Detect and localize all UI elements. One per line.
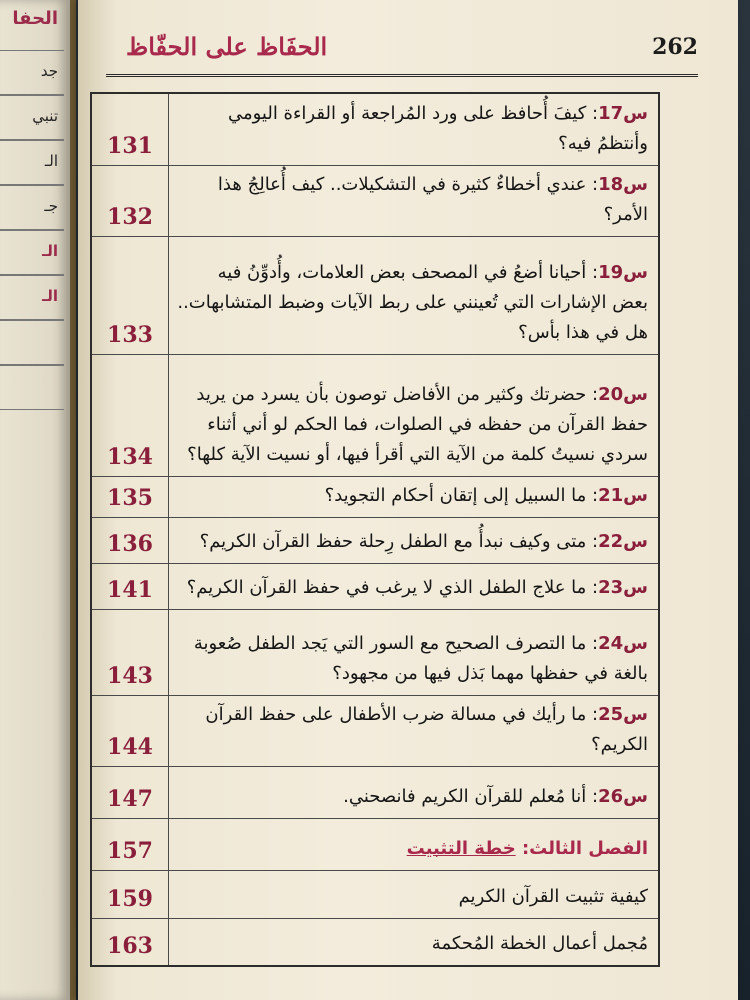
facing-page-header: الحفا: [12, 8, 58, 29]
question-text: : حضرتك وكثير من الأفاضل توصون بأن يسرد من يريد حفظ القرآن من حفظه في الصلوات، فما الحكم لو أني أثناء سردي نسيتُ كلمة من الآية التي أقرأ فيها، أو نسيت الآية كلها؟: [187, 383, 648, 465]
toc-row: [91, 766, 659, 818]
question-label: س22: [598, 530, 648, 552]
facing-row: جد: [0, 50, 64, 95]
toc-entry: [169, 918, 660, 966]
facing-row: [0, 365, 64, 410]
question-label: س17: [598, 102, 648, 124]
toc-entry: [169, 563, 660, 609]
facing-page-edge: [0, 0, 76, 1000]
toc-entry: [169, 695, 660, 766]
toc-page-number: 136: [91, 517, 169, 563]
toc-entry: [169, 165, 660, 236]
toc-entry: [169, 609, 660, 695]
question-label: س18: [598, 173, 648, 195]
facing-row: الـ: [0, 140, 64, 185]
question-label: س19: [598, 261, 648, 283]
toc-entry: [169, 766, 660, 818]
toc-entry-chapter: [169, 818, 660, 870]
facing-row: تنبي: [0, 95, 64, 140]
running-title: الحفَاظ على الحفّاظ: [126, 32, 328, 61]
question-label: س21: [598, 484, 648, 506]
table-of-contents: [90, 92, 660, 967]
question-label: س26: [598, 785, 648, 807]
toc-row: [91, 563, 659, 609]
toc-page-number: 132: [91, 165, 169, 236]
toc-entry: [169, 354, 660, 476]
toc-entry: [169, 870, 660, 918]
facing-page-rows: [0, 50, 64, 410]
question-text: : كيفَ أُحافظ على ورد المُراجعة أو القراءة اليومي وأنتظمُ فيه؟: [227, 102, 648, 154]
toc-row: [91, 918, 659, 966]
chapter-label: الفصل الثالث:: [515, 837, 648, 859]
question-text: : متى وكيف نبدأُ مع الطفل رِحلة حفظ القرآن الكريم؟: [199, 530, 599, 552]
question-text: : ما السبيل إلى إتقان أحكام التجويد؟: [324, 484, 599, 506]
toc-row: [91, 236, 659, 354]
toc-page-number: 143: [91, 609, 169, 695]
question-text: : ما التصرف الصحيح مع السور التي يَجد الطفل صُعوبة بالغة في حفظها مهما بَذل فيها من مجهود؟: [193, 632, 648, 684]
toc-row: [91, 165, 659, 236]
toc-page-number: 131: [91, 93, 169, 165]
question-text: : أنا مُعلم للقرآن الكريم فانصحني.: [343, 785, 599, 807]
toc-row: [91, 870, 659, 918]
toc-page-number: 157: [91, 818, 169, 870]
toc-page-number: 134: [91, 354, 169, 476]
toc-page-number: 163: [91, 918, 169, 966]
toc-page-number: 147: [91, 766, 169, 818]
toc-entry: [169, 517, 660, 563]
toc-page-number: 159: [91, 870, 169, 918]
toc-entry: [169, 93, 660, 165]
question-label: س20: [598, 383, 648, 405]
toc-page-number: 133: [91, 236, 169, 354]
toc-row: [91, 354, 659, 476]
question-label: س23: [598, 576, 648, 598]
question-label: س24: [598, 632, 648, 654]
question-label: س25: [598, 703, 648, 725]
toc-page-number: 144: [91, 695, 169, 766]
facing-row: جـ: [0, 185, 64, 230]
chapter-title: خطة التثبيت: [406, 837, 516, 859]
section-text: كيفية تثبيت القرآن الكريم: [458, 885, 648, 907]
toc-page-number: 135: [91, 476, 169, 517]
page-number: 262: [652, 34, 698, 60]
toc-entry: [169, 476, 660, 517]
facing-row: الـ: [0, 230, 64, 275]
toc-row: [91, 695, 659, 766]
question-text: : ما رأيك في مسالة ضرب الأطفال على حفظ القرآن الكريم؟: [205, 703, 648, 755]
toc-entry: [169, 236, 660, 354]
question-text: : ما علاج الطفل الذي لا يرغب في حفظ القرآن الكريم؟: [186, 576, 599, 598]
facing-row: [0, 320, 64, 365]
question-text: : عندي أخطاءٌ كثيرة في التشكيلات.. كيف أُعالِجُ هذا الأمر؟: [217, 173, 648, 225]
toc-row: [91, 609, 659, 695]
book-page: [78, 0, 738, 1000]
question-text: : أحيانا أضعُ في المصحف بعض العلامات، وأُدوِّنُ فيه بعض الإشارات التي تُعينني على ربط الآيات وضبط المتشابهات.. هل في هذا بأس؟: [177, 261, 648, 343]
toc-row-chapter: [91, 818, 659, 870]
toc-row: [91, 517, 659, 563]
page-header: [106, 30, 698, 77]
toc-page-number: 141: [91, 563, 169, 609]
toc-row: [91, 476, 659, 517]
facing-row: الـ: [0, 275, 64, 320]
toc-row: [91, 93, 659, 165]
section-text: مُجمل أعمال الخطة المُحكمة: [431, 933, 648, 954]
